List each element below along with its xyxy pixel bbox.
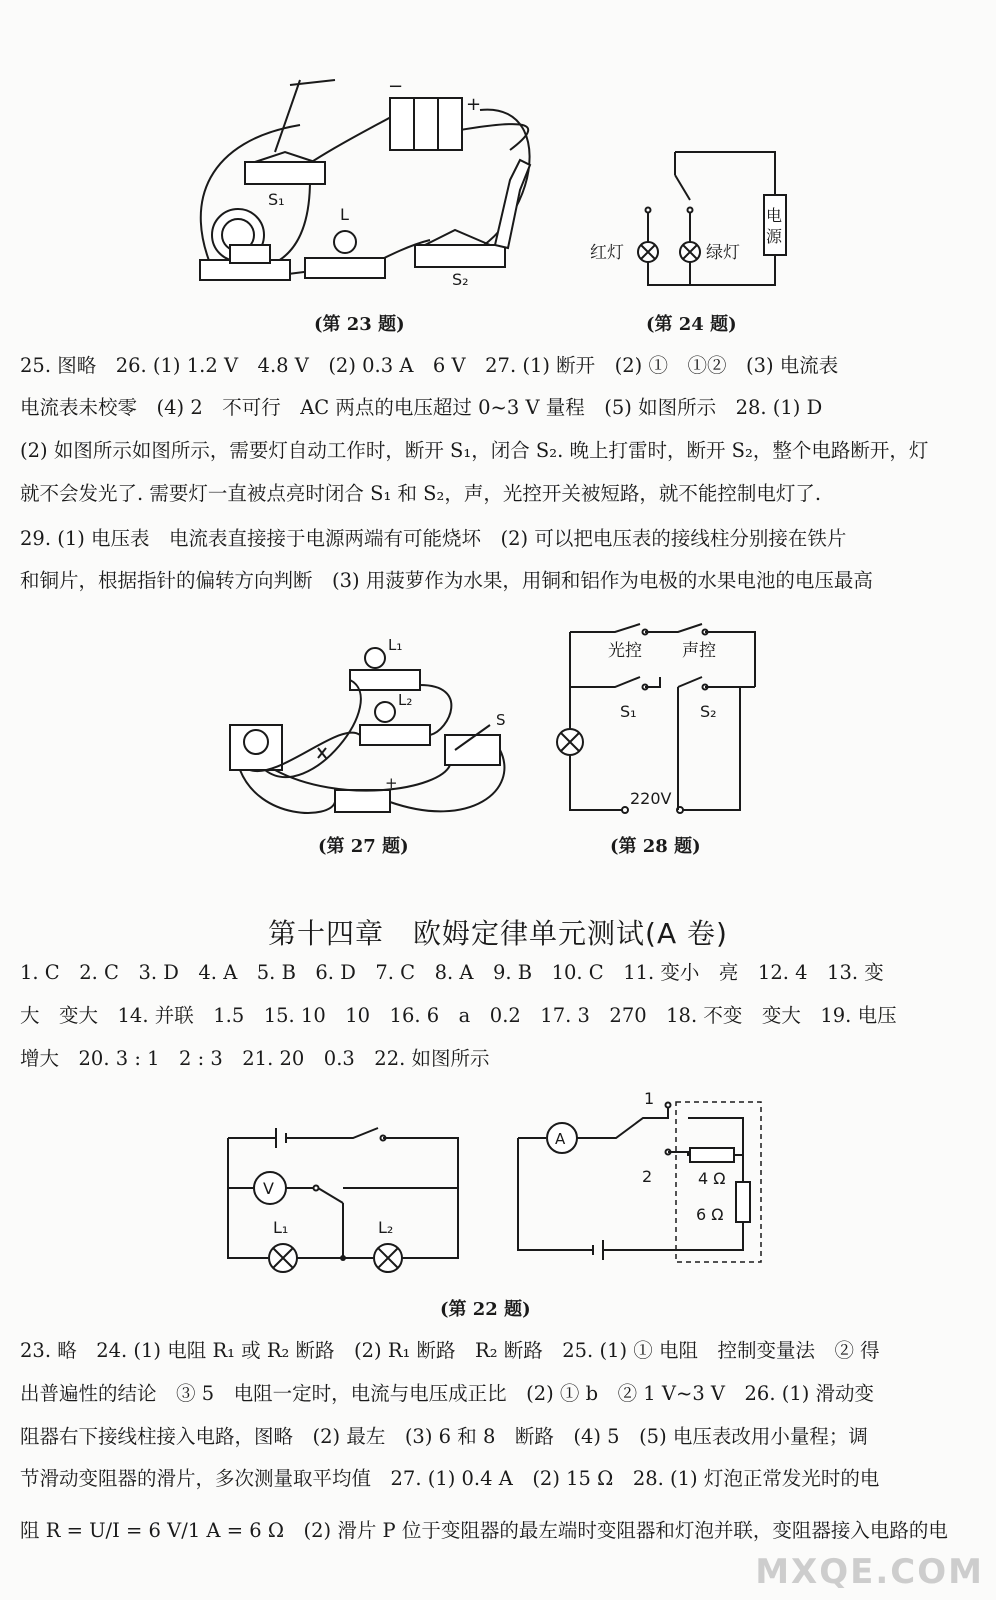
fig22b-label-2: 2	[642, 1167, 653, 1186]
text-line-2: 电流表未校零 (4) 2 不可行 AC 两点的电压超过 0~3 V 量程 (5) 如图所示 28. (1) D	[20, 396, 823, 419]
figure-22b	[518, 1090, 788, 1270]
caption-q22: (第 22 题)	[440, 1299, 531, 1320]
caption-q23: (第 23 题)	[314, 314, 405, 335]
fig22a-label-v: V	[263, 1179, 274, 1198]
fig28-label-light: 光控	[608, 641, 642, 661]
fig22a-label-l1: L₁	[273, 1218, 289, 1237]
fig22b-label-a: A	[555, 1130, 566, 1148]
fig27-label-s: S	[496, 711, 506, 729]
fig27-label-l2: L₂	[398, 691, 413, 709]
chapter-title: 第十四章 欧姆定律单元测试(A 卷)	[268, 917, 728, 950]
text-line-11: 出普遍性的结论 ③ 5 电阻一定时，电流与电压成正比 (2) ① b ② 1 V~3 V 26. (1) 滑动变	[20, 1382, 875, 1405]
watermark: MXQE.COM	[755, 1552, 984, 1592]
fig23-label-l: L	[340, 205, 349, 224]
fig23-label-s2: S₂	[452, 270, 469, 289]
fig24-label-green: 绿灯	[706, 243, 740, 263]
text-line-4: 就不会发光了. 需要灯一直被点亮时闭合 S₁ 和 S₂，声，光控开关被短路，就不能控制电灯了.	[20, 482, 822, 505]
text-line-7: 1. C 2. C 3. D 4. A 5. B 6. D 7. C 8. A 9. B 10. C 11. 变小 亮 12. 4 13. 变	[20, 961, 884, 984]
fig23-label-plus: +	[466, 94, 482, 115]
fig27-label-l1: L₁	[388, 636, 403, 654]
fig24-label-power-1: 电	[766, 206, 783, 225]
fig28-label-volt: 220V	[630, 789, 672, 808]
text-line-6: 和铜片，根据指针的偏转方向判断 (3) 用菠萝作为水果，用铜和铝作为电极的水果电池的电压最高	[20, 569, 873, 592]
fig22b-label-1: 1	[644, 1089, 655, 1108]
figure-28	[550, 622, 770, 822]
caption-q24: (第 24 题)	[646, 314, 737, 335]
fig28-label-s1: S₁	[620, 702, 637, 721]
caption-q28: (第 28 题)	[610, 836, 701, 857]
fig22a-label-l2: L₂	[378, 1218, 394, 1237]
figure-24	[590, 140, 790, 290]
fig23-label-s1: S₁	[268, 190, 285, 209]
text-line-1: 25. 图略 26. (1) 1.2 V 4.8 V (2) 0.3 A 6 V 27. (1) 断开 (2) ① ①② (3) 电流表	[20, 354, 839, 377]
fig28-label-s2: S₂	[700, 702, 717, 721]
figure-22a	[228, 1128, 468, 1278]
fig28-label-sound: 声控	[682, 641, 716, 661]
caption-q27: (第 27 题)	[318, 836, 409, 857]
text-line-10: 23. 略 24. (1) 电阻 R₁ 或 R₂ 断路 (2) R₁ 断路 R₂ 断路 25. (1) ① 电阻 控制变量法 ② 得	[20, 1339, 880, 1362]
text-line-13: 节滑动变阻器的滑片，多次测量取平均值 27. (1) 0.4 A (2) 15 Ω 28. (1) 灯泡正常发光时的电	[20, 1467, 880, 1490]
text-line-12: 阻器右下接线柱接入电路，图略 (2) 最左 (3) 6 和 8 断路 (4) 5 (5) 电压表改用小量程；调	[20, 1425, 868, 1448]
text-line-8: 大 变大 14. 并联 1.5 15. 10 10 16. 6 a 0.2 17. 3 270 18. 不变 变大 19. 电压	[20, 1004, 897, 1027]
text-line-14: 阻 R = U/I = 6 V/1 A = 6 Ω (2) 滑片 P 位于变阻器的最左端时变阻器和灯泡并联，变阻器接入电路的电	[20, 1519, 948, 1542]
text-line-3: (2) 如图所示如图所示，需要灯自动工作时，断开 S₁，闭合 S₂. 晚上打雷时，断开 S₂，整个电路断开，灯	[20, 439, 929, 462]
fig23-label-minus: −	[388, 76, 404, 97]
fig24-label-power-2: 源	[766, 227, 783, 246]
text-line-9: 增大 20. 3 : 1 2 : 3 21. 20 0.3 22. 如图所示	[20, 1047, 490, 1070]
fig27-label-plus: +	[385, 774, 398, 792]
figure-27	[220, 630, 520, 830]
fig22b-label-r2: 6 Ω	[696, 1205, 724, 1224]
text-line-5: 29. (1) 电压表 电流表直接接于电源两端有可能烧坏 (2) 可以把电压表的接线柱分别接在铁片	[20, 527, 847, 550]
fig24-label-red: 红灯	[590, 243, 624, 263]
fig22b-label-r1: 4 Ω	[698, 1169, 726, 1188]
